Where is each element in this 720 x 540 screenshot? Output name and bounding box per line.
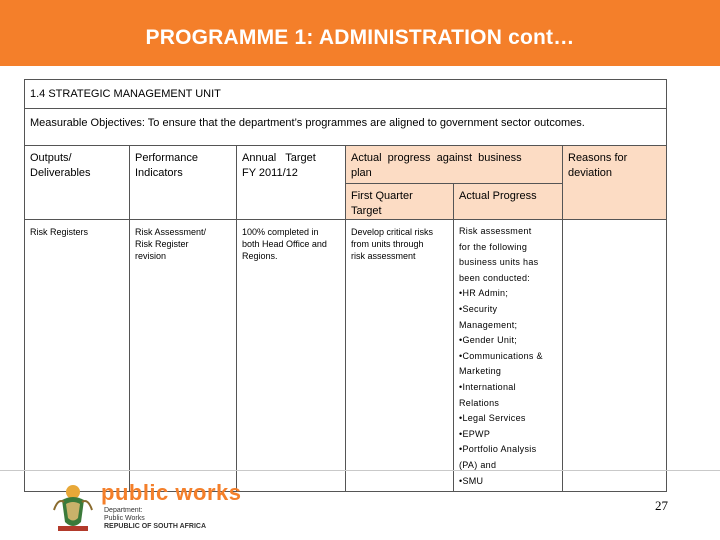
- progress-line: Relations: [459, 397, 500, 408]
- page-title: PROGRAMME 1: ADMINISTRATION cont…: [145, 26, 575, 49]
- progress-line: •Portfolio Analysis: [459, 444, 537, 455]
- footer-divider: [0, 470, 720, 471]
- logo-public-works-line: Public Works: [104, 515, 145, 522]
- logo-department-line: Department:: [104, 507, 143, 514]
- header-reasons: Reasons for deviation: [562, 146, 667, 220]
- progress-line: •Communications &: [459, 350, 543, 361]
- cell-annual-target: 100% completed in both Head Office and Regions.: [236, 220, 345, 492]
- progress-line: •EPWP: [459, 428, 491, 439]
- cell-output: Risk Registers: [24, 220, 129, 492]
- progress-line: Management;: [459, 319, 518, 330]
- cell-actual-progress: [453, 220, 562, 492]
- public-works-logo: public works: [101, 480, 242, 505]
- page-number: 27: [655, 498, 668, 513]
- progress-line: business units has: [459, 257, 539, 268]
- progress-line: •Security: [459, 303, 498, 314]
- header-indicators: Performance Indicators: [129, 146, 236, 220]
- progress-line: for the following: [459, 241, 528, 252]
- progress-line: Marketing: [459, 366, 502, 377]
- coat-of-arms-icon: [48, 480, 98, 534]
- header-annual-target: Annual Target FY 2011/12: [236, 146, 345, 220]
- progress-line: •SMU: [459, 475, 484, 486]
- unit-heading: 1.4 STRATEGIC MANAGEMENT UNIT: [24, 79, 667, 109]
- progress-line: •International: [459, 381, 516, 392]
- header-outputs: Outputs/ Deliverables: [24, 146, 129, 220]
- header-actual-progress-group: Actual progress against business plan: [345, 146, 562, 184]
- progress-line: •Gender Unit;: [459, 335, 518, 346]
- header-actual-progress: Actual Progress: [453, 184, 562, 220]
- cell-reasons: [562, 220, 667, 492]
- cell-indicator: Risk Assessment/ Risk Register revision: [129, 220, 236, 492]
- progress-line: •HR Admin;: [459, 288, 509, 299]
- progress-line: •Legal Services: [459, 413, 526, 424]
- progress-line: (PA) and: [459, 459, 497, 470]
- header-first-quarter: First Quarter Target: [345, 184, 453, 220]
- cell-first-quarter: Develop critical risks from units through risk assessment: [345, 220, 453, 492]
- measurable-objective: Measurable Objectives: To ensure that the department’s programmes are aligned to government sector outcomes.: [24, 109, 667, 146]
- title-bar: [0, 0, 720, 66]
- logo-republic-line: REPUBLIC OF SOUTH AFRICA: [104, 523, 207, 530]
- progress-line: been conducted:: [459, 272, 531, 283]
- progress-line: Risk assessment: [459, 226, 532, 236]
